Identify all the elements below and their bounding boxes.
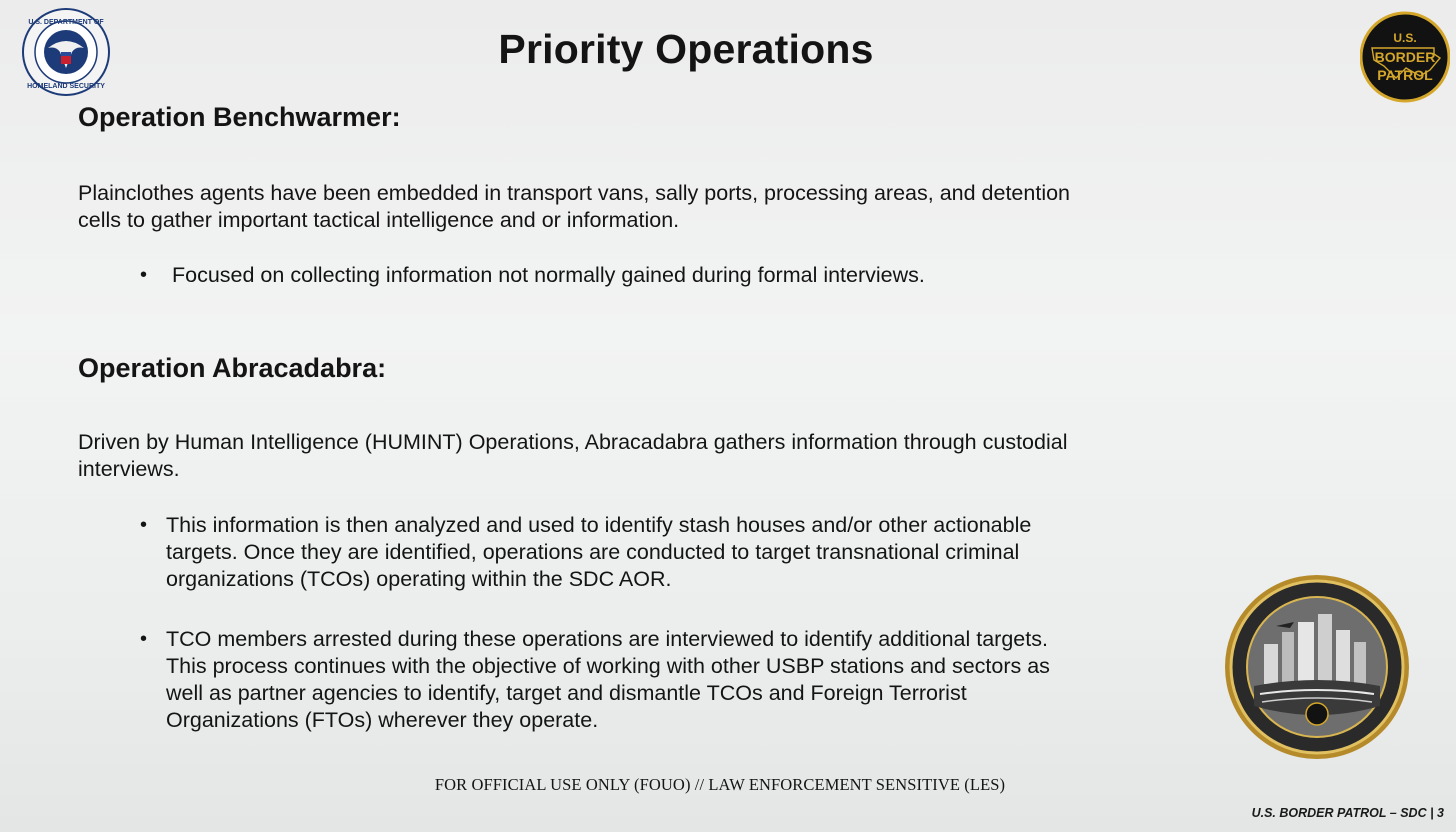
svg-text:U.S. DEPARTMENT OF: U.S. DEPARTMENT OF (28, 19, 104, 26)
svg-text:HOMELAND SECURITY: HOMELAND SECURITY (27, 83, 105, 90)
section-heading-benchwarmer: Operation Benchwarmer: (78, 102, 401, 132)
badge-line-border: BORDER (1374, 49, 1436, 65)
bullet-dot: • (140, 514, 148, 536)
section-heading-abracadabra: Operation Abracadabra: (78, 353, 387, 383)
list-item (140, 512, 1032, 593)
paragraph-line: interviews. (78, 457, 180, 481)
bullet-line: organizations (TCOs) operating within the SDC AOR. (166, 567, 672, 591)
section-paragraph-benchwarmer (78, 180, 1198, 234)
bullet-line: Organizations (FTOs) wherever they operate. (166, 708, 599, 732)
bullet-line: Focused on collecting information not normally gained during formal interviews. (172, 263, 925, 287)
bullet-line: This process continues with the objective of working with other USBP stations and sectors as (166, 654, 1050, 678)
bullet-dot: • (140, 264, 148, 286)
paragraph-line: Driven by Human Intelligence (HUMINT) Operations, Abracadabra gathers information through custodial (78, 430, 1068, 454)
paragraph-line: cells to gather important tactical intelligence and or information. (78, 208, 680, 232)
bullet-line: This information is then analyzed and used to identify stash houses and/or other actionable (166, 513, 1032, 537)
classification-footer: FOR OFFICIAL USE ONLY (FOUO) // LAW ENFORCEMENT SENSITIVE (LES) (434, 775, 1006, 794)
list-item (140, 262, 925, 289)
bullet-line: well as partner agencies to identify, target and dismantle TCOs and Foreign Terrorist (166, 681, 967, 705)
bullet-line: targets. Once they are identified, operations are conducted to target transnational criminal (166, 540, 1020, 564)
badge-line-us: U.S. (1393, 31, 1417, 45)
challenge-coin-image (1224, 574, 1410, 760)
list-item (140, 626, 1050, 734)
bullet-dot: • (140, 628, 148, 650)
page-label: U.S. BORDER PATROL – SDC | 3 (1251, 806, 1444, 820)
badge-line-patrol: PATROL (1377, 67, 1433, 83)
paragraph-line: Plainclothes agents have been embedded in transport vans, sally ports, processing areas, and detention (78, 181, 1071, 205)
bullet-line: TCO members arrested during these operations are interviewed to identify additional targets. (166, 627, 1048, 651)
border-patrol-badge-logo (1360, 10, 1450, 104)
border-patrol-badge-graphic (1360, 10, 1450, 104)
page-title: Priority Operations (498, 26, 874, 72)
section-paragraph-abracadabra (78, 429, 1198, 483)
